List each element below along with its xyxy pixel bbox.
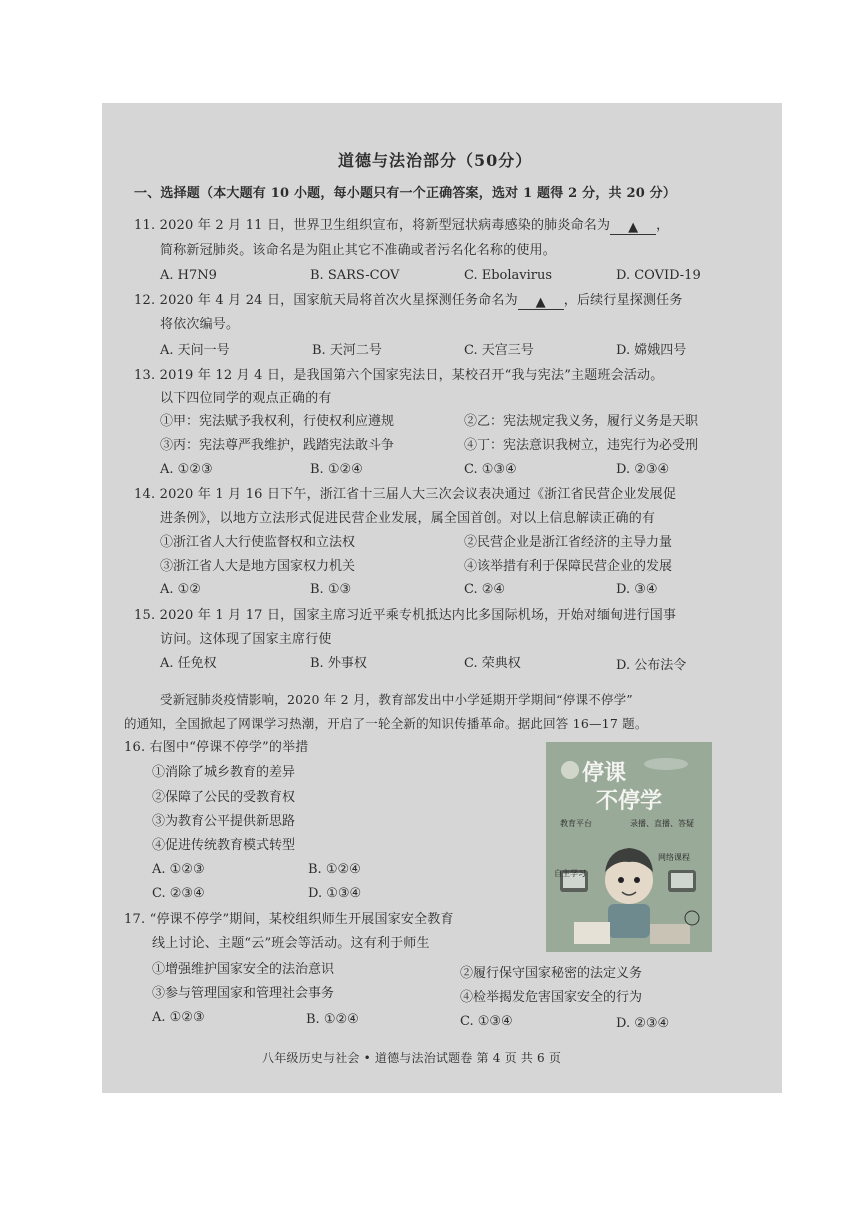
answer-blank (518, 295, 564, 310)
q14-option-b: B. ①③ (310, 582, 352, 597)
q12-option-a: A. 天问一号 (160, 343, 230, 358)
q15-option-a: A. 任免权 (160, 656, 217, 671)
page-footer: 八年级历史与社会 • 道德与法治试题卷 第 4 页 共 6 页 (262, 1051, 562, 1065)
q13-stem-line2: 以下四位同学的观点正确的有 (160, 391, 332, 406)
q16-option-d: D. ①③④ (308, 886, 362, 901)
q15-option-b: B. 外事权 (310, 656, 367, 671)
q14-stem-line1: 14. 2020 年 1 月 16 日下午，浙江省十三届人大三次会议表决通过《浙江省民营企业发展促 (134, 487, 677, 502)
q13-option-b: B. ①②④ (310, 462, 363, 477)
blank-mark: ▲ (535, 295, 546, 310)
q12-option-c: C. 天宫三号 (464, 343, 534, 358)
poster-label-self: 自主学习 (554, 869, 586, 878)
q16-item-2: ②保障了公民的受教育权 (152, 790, 296, 805)
q15-stem-line1: 15. 2020 年 1 月 17 日，国家主席习近平乘专机抵达内比多国际机场，开始对缅甸进行国事 (134, 608, 677, 623)
q17-stem-line1: 17. “停课不停学”期间，某校组织师生开展国家安全教育 (124, 912, 454, 927)
q16-item-3: ③为教育公平提供新思路 (152, 814, 296, 829)
answer-blank (610, 220, 656, 235)
q17-option-c: C. ①③④ (460, 1014, 513, 1029)
q12-option-b: B. 天河二号 (312, 343, 382, 358)
q16-option-b: B. ①②④ (308, 862, 361, 877)
q15-option-c: C. 荣典权 (464, 656, 521, 671)
q13-item-4: ④丁：宪法意识我树立，违宪行为必受刑 (464, 438, 699, 453)
q14-item-4: ④该举措有利于保障民营企业的发展 (464, 559, 673, 574)
q16-item-4: ④促进传统教育模式转型 (152, 838, 296, 853)
poster-label-platform: 教育平台 (560, 819, 592, 828)
passage-line1: 受新冠肺炎疫情影响，2020 年 2 月，教育部发出中小学延期开学期间“停课不停学” (160, 692, 633, 707)
section-instructions: 一、选择题（本大题有 10 小题，每小题只有一个正确答案，选对 1 题得 2 分，共 20 分） (134, 186, 677, 201)
q13-option-c: C. ①③④ (464, 462, 517, 477)
q13-option-a: A. ①②③ (160, 462, 213, 477)
q12-stem-line1 (134, 293, 683, 310)
q17-option-d: D. ②③④ (616, 1016, 670, 1031)
q15-stem-line2: 访问。这体现了国家主席行使 (160, 632, 332, 647)
q14-item-2: ②民营企业是浙江省经济的主导力量 (464, 535, 673, 550)
q17-item-2: ②履行保守国家秘密的法定义务 (460, 966, 643, 981)
q16-option-a: A. ①②③ (152, 862, 205, 877)
online-learning-poster (546, 742, 712, 952)
passage-line2: 的通知，全国掀起了网课学习热潮，开启了一轮全新的知识传播革命。据此回答 16—17 题。 (124, 716, 648, 731)
q12-stem-text: 12. 2020 年 4 月 24 日，国家航天局将首次火星探测任务命名为 (134, 293, 518, 308)
q13-option-d: D. ②③④ (616, 462, 670, 477)
q17-option-a: A. ①②③ (152, 1010, 205, 1025)
q14-option-a: A. ①② (160, 582, 201, 597)
q11-stem-line2: 简称新冠肺炎。该命名是为阻止其它不准确或者污名化名称的使用。 (160, 243, 557, 258)
q11-option-d: D. COVID-19 (616, 268, 701, 283)
q14-item-3: ③浙江省人大是地方国家权力机关 (160, 559, 356, 574)
q16-stem: 16. 右图中“停课不停学”的举措 (124, 740, 309, 755)
q14-item-1: ①浙江省人大行使监督权和立法权 (160, 535, 356, 550)
blank-mark: ▲ (628, 220, 639, 235)
poster-label-network: 网络课程 (658, 853, 690, 862)
q15-option-d: D. 公布法令 (616, 658, 687, 673)
q12-stem-tail: ，后续行星探测任务 (563, 293, 683, 308)
q13-item-3: ③丙：宪法尊严我维护，践踏宪法敢斗争 (160, 438, 395, 453)
section-title: 道德与法治部分（50分） (338, 151, 533, 170)
q11-option-c: C. Ebolavirus (464, 268, 553, 283)
q14-option-c: C. ②④ (464, 582, 506, 597)
q17-item-4: ④检举揭发危害国家安全的行为 (460, 990, 643, 1005)
poster-title-line1: 停课 (582, 761, 627, 786)
q14-option-d: D. ③④ (616, 582, 658, 597)
q13-stem-line1: 13. 2019 年 12 月 4 日，是我国第六个国家宪法日，某校召开“我与宪法”主题班会活动。 (134, 368, 664, 383)
q11-option-b: B. SARS-COV (310, 268, 400, 283)
q12-stem-line2: 将依次编号。 (160, 317, 240, 332)
q17-item-3: ③参与管理国家和管理社会事务 (152, 986, 335, 1001)
q11-stem-line1 (134, 218, 669, 235)
q11-option-a: A. H7N9 (160, 268, 217, 283)
q14-stem-line2: 进条例》，以地方立法形式促进民营企业发展，属全国首创。对以上信息解读正确的有 (160, 511, 656, 526)
q16-option-c: C. ②③④ (152, 886, 205, 901)
q16-item-1: ①消除了城乡教育的差异 (152, 765, 296, 780)
q17-item-1: ①增强维护国家安全的法治意识 (152, 962, 335, 977)
poster-title-line2: 不停学 (596, 789, 663, 814)
q12-option-d: D. 嫦娥四号 (616, 343, 687, 358)
q13-item-2: ②乙：宪法规定我义务，履行义务是天职 (464, 414, 699, 429)
poster-label-modes: 录播、直播、答疑 (630, 819, 694, 828)
q11-stem-tail: ， (656, 218, 670, 233)
poster-illustration (546, 742, 712, 952)
q11-stem-text: 11. 2020 年 2 月 11 日，世界卫生组织宣布，将新型冠状病毒感染的肺炎命名为 (134, 218, 611, 233)
q17-stem-line2: 线上讨论、主题“云”班会等活动。这有利于师生 (152, 936, 430, 951)
q13-item-1: ①甲：宪法赋予我权利，行使权利应遵规 (160, 414, 395, 429)
q17-option-b: B. ①②④ (306, 1012, 359, 1027)
